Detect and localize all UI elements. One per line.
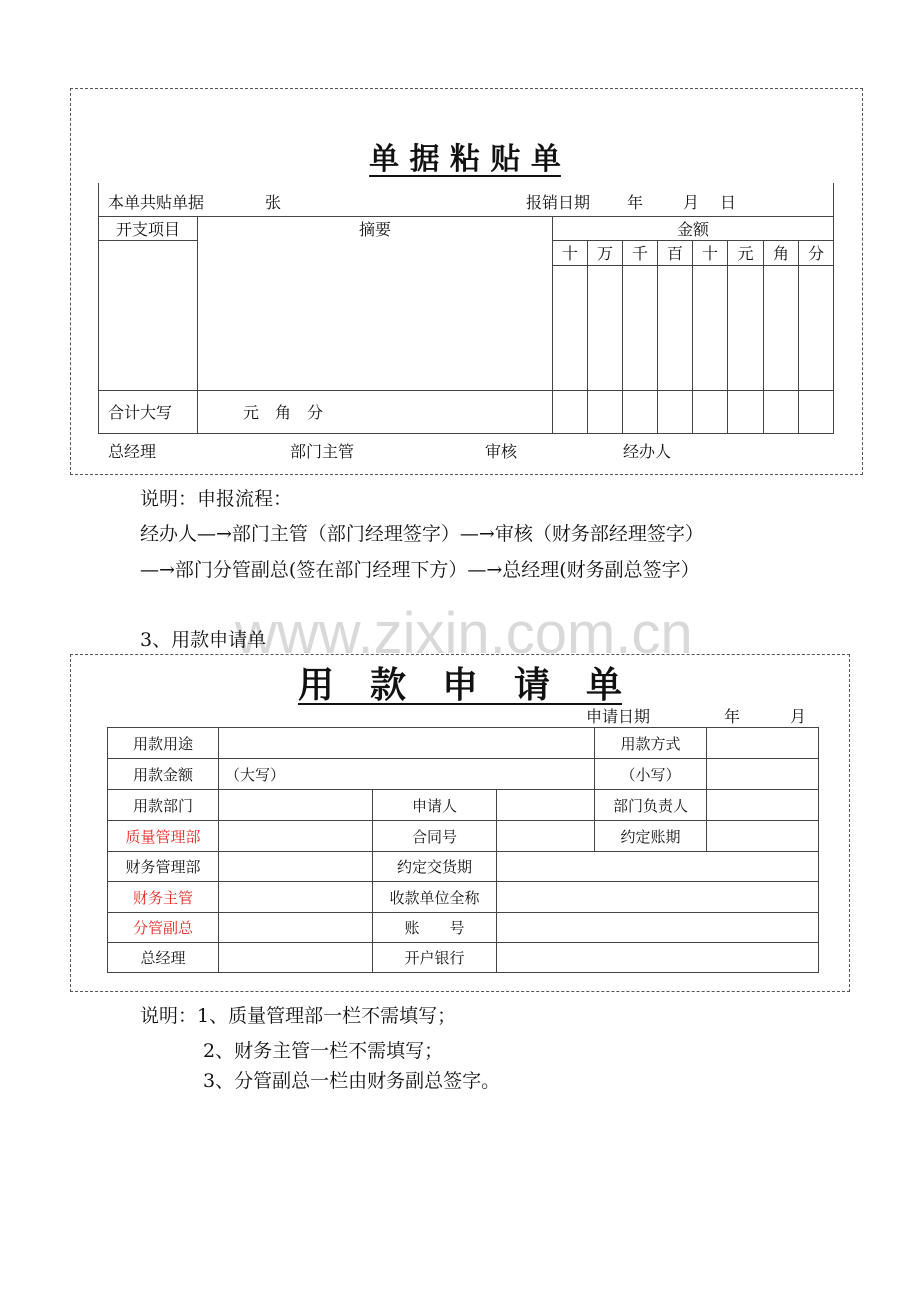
label-dept: 用款部门 [108,790,219,821]
label-account: 账 号 [373,913,497,943]
digit-header: 分 [799,240,834,265]
process-note-line: —→部门分管副总(签在部门经理下方）—→总经理(财务副总签字） [140,559,700,581]
date-year: 年 [627,193,644,212]
amount-input[interactable] [623,265,658,390]
amount-input[interactable] [693,265,728,390]
total-digit[interactable] [553,390,588,433]
label-payee: 收款单位全称 [373,882,497,913]
total-digit[interactable] [588,390,623,433]
bank-input[interactable] [497,943,819,973]
date-day: 日 [720,193,737,212]
label-vp: 分管副总 [108,913,219,943]
form2-title: 用 款 申 请 单 [297,664,622,706]
total-digit[interactable] [623,390,658,433]
item-cell-top [99,240,198,265]
purpose-input[interactable] [219,728,595,759]
digit-header: 万 [588,240,623,265]
header-summary [198,216,553,265]
total-digit[interactable] [658,390,693,433]
label-contract: 合同号 [373,821,497,852]
signature-audit: 审核 [485,442,518,461]
label-applicant: 申请人 [373,790,497,821]
label-amount: 用款金额 [108,759,219,790]
upper-label: （大写） [225,765,286,784]
total-digit[interactable] [764,390,799,433]
digit-header: 十 [553,240,588,265]
digit-header: 百 [658,240,693,265]
label-term: 约定账期 [595,821,707,852]
signature-handler: 经办人 [623,442,672,461]
amount-input[interactable] [588,265,623,390]
amount-input[interactable] [764,265,799,390]
summary-input[interactable] [198,265,553,390]
signature-gm: 总经理 [108,442,157,461]
date-month: 月 [683,193,700,212]
count-label: 本单共贴单据 [108,193,205,212]
header-item: 开支项目 [99,216,198,240]
digit-header: 千 [623,240,658,265]
applicant-input[interactable] [497,790,595,821]
apply-month: 月 [790,707,807,726]
term-input[interactable] [707,821,819,852]
amount-input[interactable] [799,265,834,390]
finance-input[interactable] [219,852,373,882]
label-purpose: 用款用途 [108,728,219,759]
total-digit[interactable] [728,390,764,433]
total-units: 元 角 分 [198,390,553,433]
form1-title: 单 据 粘 贴 单 [369,142,561,177]
amount-upper-input[interactable] [219,759,595,790]
header-amount: 金额 [553,216,834,240]
quality-input[interactable] [219,821,373,852]
form2-note: 3、分管副总一栏由财务副总签字。 [203,1070,501,1092]
item-input[interactable] [99,265,198,390]
header-summary-label: 摘要 [358,219,391,239]
label-fin-head: 财务主管 [108,882,219,913]
label-gm: 总经理 [108,943,219,973]
watermark: www.zixin.com.cn [235,601,693,666]
payee-input[interactable] [497,882,819,913]
amount-lower-input[interactable] [707,759,819,790]
signature-dept-head: 部门主管 [290,442,355,461]
process-note-line: 经办人—→部门主管（部门经理签字）—→审核（财务部经理签字） [140,523,704,545]
form2-note: 2、财务主管一栏不需填写； [203,1040,444,1062]
label-finance: 财务管理部 [108,852,219,882]
total-digit[interactable] [693,390,728,433]
date-label: 报销日期 [526,193,591,212]
gm-input[interactable] [219,943,373,973]
amount-input[interactable] [728,265,764,390]
label-method: 用款方式 [595,728,707,759]
method-input[interactable] [707,728,819,759]
vp-input[interactable] [219,913,373,943]
amount-input[interactable] [553,265,588,390]
delivery-input[interactable] [497,852,819,882]
label-bank: 开户银行 [373,943,497,973]
section-heading: 3、用款申请单 [140,629,267,651]
apply-year: 年 [724,707,741,726]
label-quality: 质量管理部 [108,821,219,852]
total-label: 合计大写 [99,390,198,433]
dept-head-input[interactable] [707,790,819,821]
contract-input[interactable] [497,821,595,852]
dept-input[interactable] [219,790,373,821]
apply-date-label: 申请日期 [586,707,651,726]
account-input[interactable] [497,913,819,943]
form2-table [107,727,819,973]
label-delivery: 约定交货期 [373,852,497,882]
label-dept-head: 部门负责人 [595,790,707,821]
process-note-title: 说明：申报流程： [140,488,293,510]
digit-header: 角 [764,240,799,265]
amount-input[interactable] [658,265,693,390]
label-lower: （小写） [595,759,707,790]
total-digit[interactable] [799,390,834,433]
digit-header: 十 [693,240,728,265]
form1-table [98,183,834,434]
digit-header: 元 [728,240,764,265]
count-unit: 张 [265,193,282,212]
fin-head-input[interactable] [219,882,373,913]
form2-note: 说明：1、质量管理部一栏不需填写； [140,1005,457,1027]
